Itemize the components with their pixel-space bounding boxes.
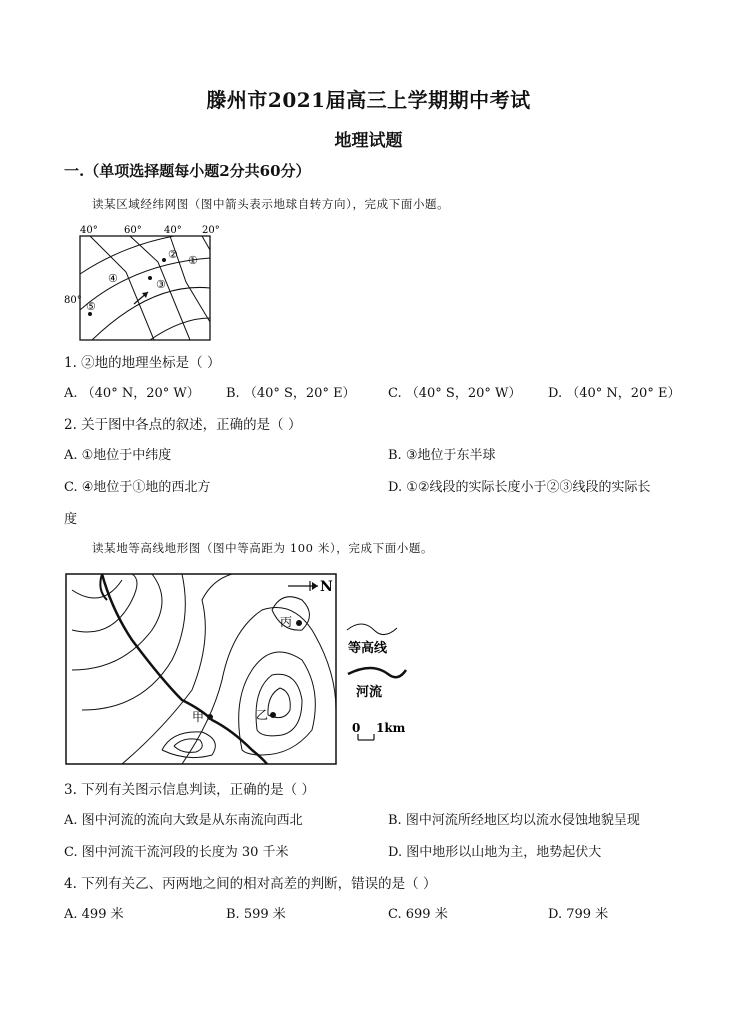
point-dot	[207, 714, 213, 720]
group1-intro: 读某区域经纬网图（图中箭头表示地球自转方向），完成下面小题。	[92, 197, 450, 211]
page-title: 滕州市2021届高三上学期期中考试	[206, 88, 531, 112]
point-dot	[162, 258, 166, 262]
section-heading: 一.（单项选择题每小题2分共60分）	[64, 162, 311, 180]
point-label-2: ②	[168, 248, 178, 261]
q2-option-d[interactable]: D. ①②线段的实际长度小于②③线段的实际长	[388, 480, 651, 495]
q2-option-a[interactable]: A. ①地位于中纬度	[64, 448, 172, 463]
q4-option-a[interactable]: A. 499 米	[64, 907, 124, 922]
grid-label: 40°	[80, 225, 98, 236]
q1-option-c[interactable]: C. （40° S，20° W）	[388, 386, 522, 401]
q4-stem: 4. 下列有关乙、丙两地之间的相对高差的判断，错误的是（ ）	[64, 876, 437, 892]
q2-option-c[interactable]: C. ④地位于①地的西北方	[64, 480, 211, 495]
scale-zero: 0	[352, 721, 361, 735]
legend-river-label: 河流	[356, 685, 383, 700]
q1-option-a[interactable]: A. （40° N，20° W）	[64, 386, 200, 401]
q4-option-b[interactable]: B. 599 米	[226, 907, 286, 922]
latlong-grid-map	[62, 222, 222, 347]
q3-option-b[interactable]: B. 图中河流所经地区均以流水侵蚀地貌呈现	[388, 813, 640, 828]
grid-label: 20°	[202, 225, 220, 236]
point-label-5: ⑤	[86, 300, 96, 313]
north-arrow-head-icon	[312, 582, 318, 590]
contour-line	[174, 739, 202, 753]
latitude-arc	[80, 236, 174, 274]
q3-stem: 3. 下列有关图示信息判读，正确的是（ ）	[64, 782, 315, 798]
point-label-3: ③	[156, 278, 166, 291]
q3-option-c[interactable]: C. 图中河流干流河段的长度为 30 千米	[64, 845, 289, 860]
point-dot	[148, 276, 152, 280]
q1-option-d[interactable]: D. （40° N，20° E）	[548, 386, 681, 401]
grid-label: 40°	[164, 225, 182, 236]
contour-line	[256, 674, 302, 736]
q1-stem: 1. ②地的地理坐标是（ ）	[64, 355, 221, 371]
contour-line	[72, 574, 162, 670]
contour-line	[239, 652, 316, 755]
point-label-4: ④	[108, 272, 118, 285]
legend-river-icon	[348, 668, 406, 677]
legend-contour-icon	[347, 624, 397, 635]
q1-option-b[interactable]: B. （40° S，20° E）	[226, 386, 356, 401]
q4-option-c[interactable]: C. 699 米	[388, 907, 448, 922]
contour-line	[72, 580, 122, 598]
legend-contour-label: 等高线	[348, 641, 388, 656]
q2-option-b[interactable]: B. ③地位于东半球	[388, 448, 496, 463]
grid-label: 60°	[124, 225, 142, 236]
meridian-line	[202, 236, 210, 250]
point-label-bing: 丙	[280, 615, 293, 629]
point-label-1: ①	[188, 254, 198, 267]
q2-option-d-wrap: 度	[64, 512, 78, 527]
scale-unit: 1km	[376, 721, 406, 735]
map-frame	[66, 574, 336, 764]
page-subtitle: 地理试题	[334, 131, 403, 151]
q3-option-a[interactable]: A. 图中河流的流向大致是从东南流向西北	[64, 813, 303, 828]
q2-stem: 2. 关于图中各点的叙述，正确的是（ ）	[64, 417, 302, 433]
latitude-arc	[150, 318, 210, 340]
grid-label: 80°	[64, 295, 82, 306]
group2-intro: 读某地等高线地形图（图中等高距为 100 米），完成下面小题。	[92, 541, 434, 555]
point-dot	[296, 620, 302, 626]
q3-option-d[interactable]: D. 图中地形以山地为主，地势起伏大	[388, 845, 602, 860]
contour-map	[62, 570, 412, 770]
river-line	[102, 574, 267, 764]
q4-option-d[interactable]: D. 799 米	[548, 907, 609, 922]
point-label-yi: 乙	[256, 708, 269, 722]
north-label: N	[320, 579, 333, 595]
point-dot	[270, 712, 276, 718]
point-label-jia: 甲	[192, 710, 205, 724]
